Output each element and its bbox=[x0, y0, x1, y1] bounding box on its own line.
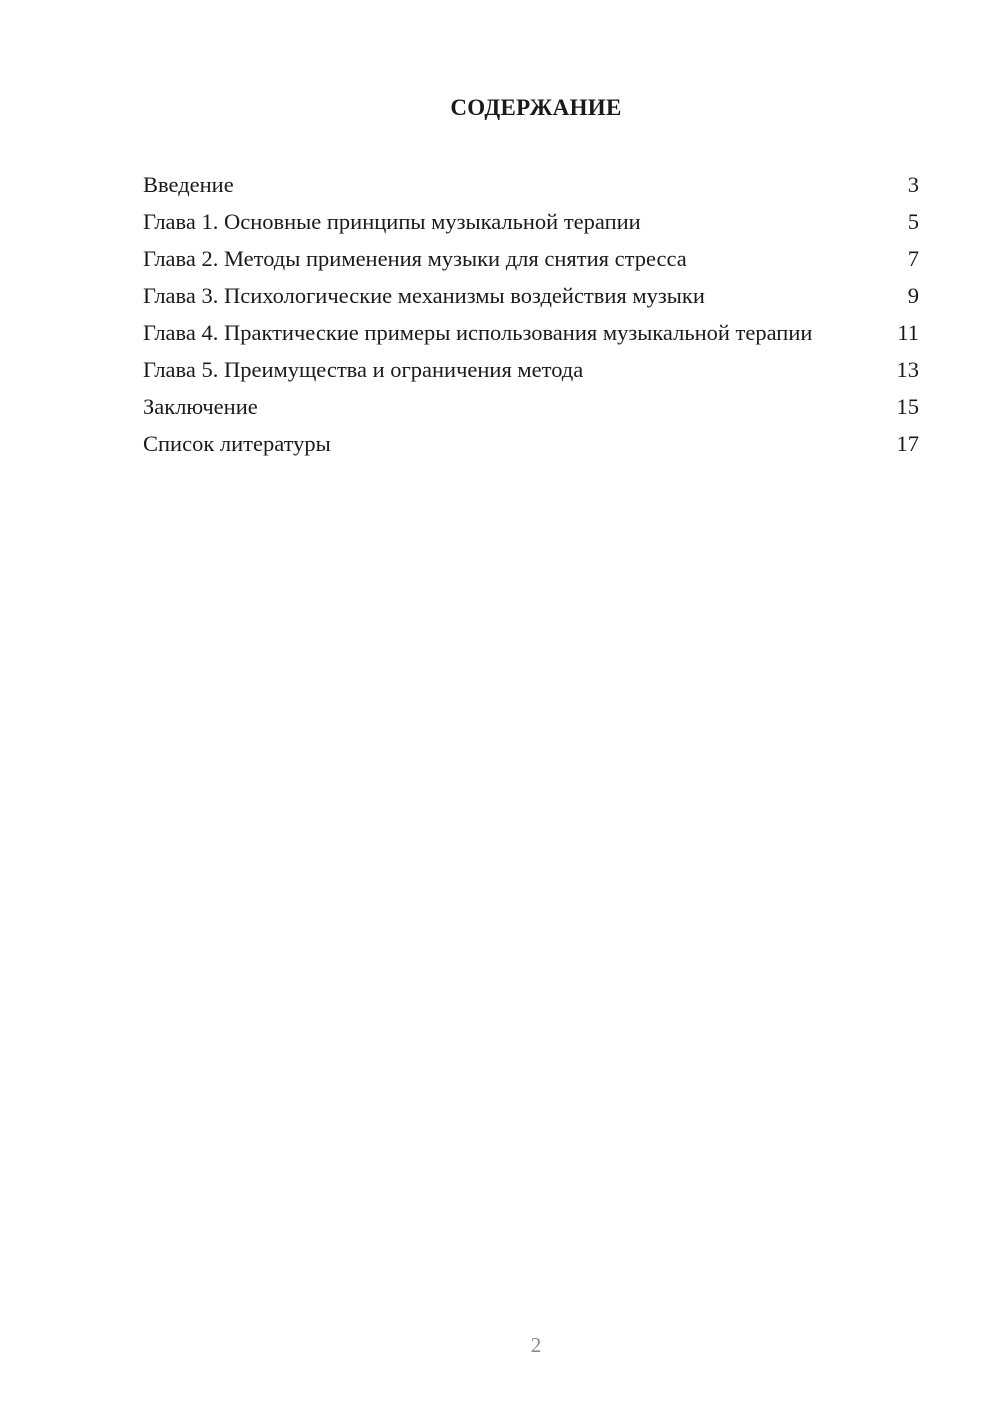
toc-entry-label: Список литературы bbox=[143, 431, 331, 456]
toc-entry-label: Глава 5. Преимущества и ограничения метода bbox=[143, 357, 584, 382]
toc-entry bbox=[143, 244, 919, 273]
page-title: СОДЕРЖАНИЕ bbox=[450, 95, 622, 120]
toc-entry bbox=[143, 170, 919, 199]
toc-entry-page: 9 bbox=[907, 283, 919, 308]
toc-entry-label: Заключение bbox=[143, 394, 258, 419]
toc-entry-label: Глава 1. Основные принципы музыкальной терапии bbox=[143, 209, 641, 234]
toc-entry bbox=[143, 318, 919, 347]
toc-entry-page: 5 bbox=[907, 209, 919, 234]
toc-entry bbox=[143, 207, 919, 236]
toc-entry-label: Глава 2. Методы применения музыки для снятия стресса bbox=[143, 246, 687, 271]
toc-entry-page: 13 bbox=[896, 357, 919, 382]
toc-entry-page: 7 bbox=[907, 246, 919, 271]
toc-entry-page: 11 bbox=[897, 320, 919, 345]
toc-entry-page: 3 bbox=[907, 172, 919, 197]
toc-entry bbox=[143, 429, 919, 458]
table-of-contents bbox=[143, 170, 919, 466]
toc-entry bbox=[143, 281, 919, 310]
toc-entry-label: Глава 4. Практические примеры использования музыкальной терапии bbox=[143, 320, 813, 345]
toc-entry bbox=[143, 392, 919, 421]
page-number: 2 bbox=[530, 1333, 542, 1357]
toc-entry-page: 15 bbox=[896, 394, 919, 419]
toc-entry bbox=[143, 355, 919, 384]
toc-entry-label: Глава 3. Психологические механизмы воздействия музыки bbox=[143, 283, 705, 308]
toc-entry-label: Введение bbox=[143, 172, 234, 197]
toc-entry-page: 17 bbox=[896, 431, 919, 456]
